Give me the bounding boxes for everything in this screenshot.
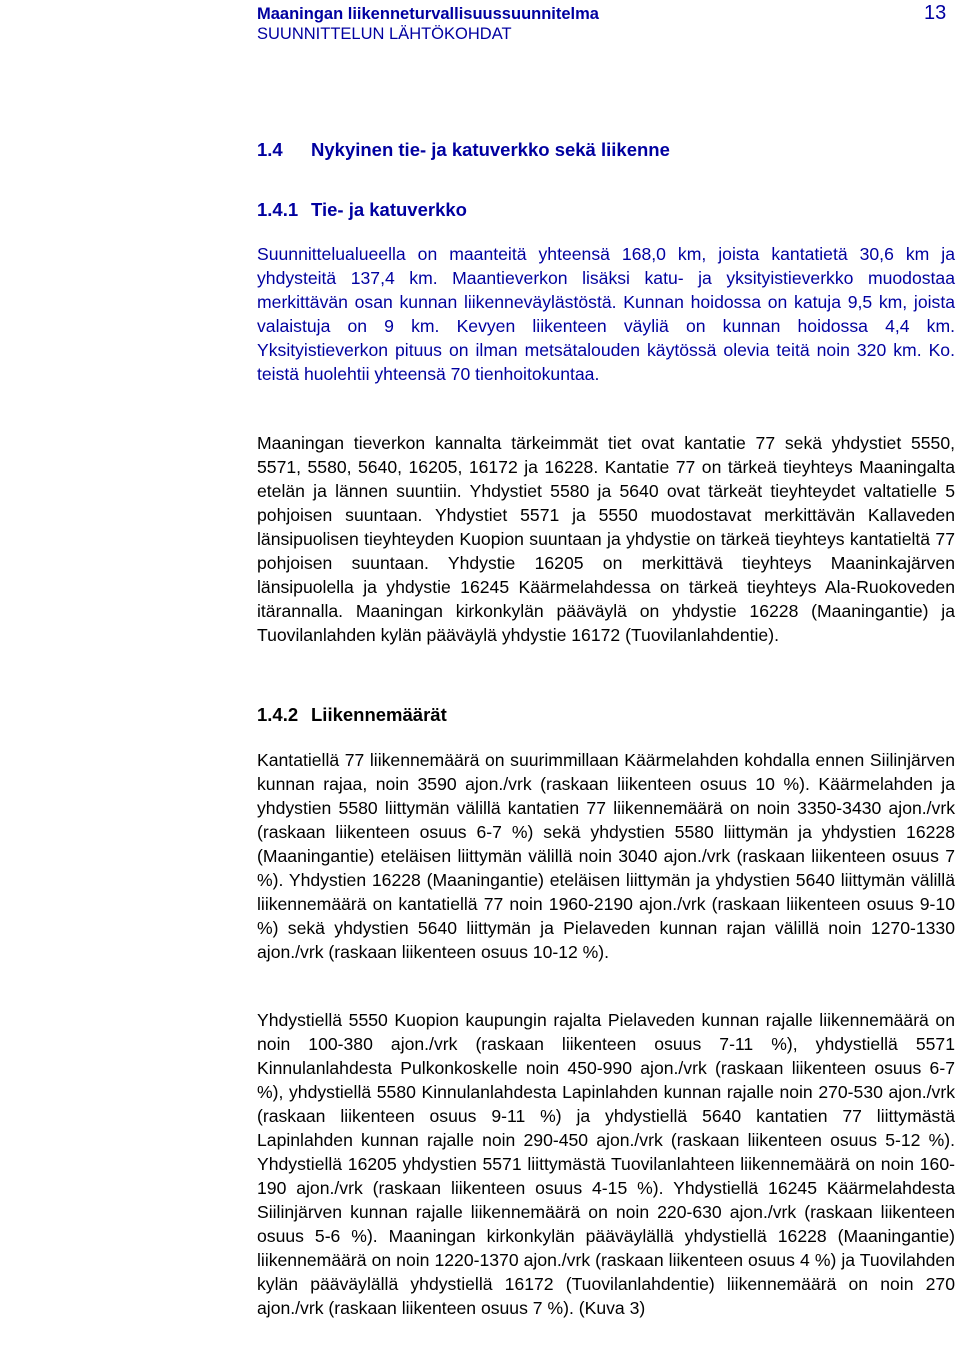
paragraph: Yhdystiellä 5550 Kuopion kaupungin rajalta Pielaveden kunnan rajalle liikennemäärä on noin 100-380 ajon./vrk (raskaan liikenteen osuus 7-11 %), yhdystiellä 5571 Kinnulanlahdesta Pulkonkoskelle noin 450-990 ajon./vrk (raskaan liikenteen osuus 6-7 %), yhdystiellä 5580 Kinnulanlahdesta Lapinlahden kunnan rajalle noin 270-530 ajon./vrk (raskaan liikenteen osuus 9-11 %) ja yhdystiellä 5640 kantatien 77 liittymästä Lapinlahden kunnan rajalle noin 290-450 ajon./vrk (raskaan liikenteen osuus 5-12 %). Yhdystiellä 16205 yhdystien 5571 liittymästä Tuovilanlahteen liikennemäärä on noin 160-190 ajon./vrk (raskaan liikenteen osuus 4-15 %). Yhdystiellä 16245 Käärmelahdesta Siilinjärven kunnan rajalle liikennemäärä on noin 220-630 ajon./vrk (raskaan liikenteen osuus 5-6 %). Maaningan kirkonkylän pääväylällä yhdystiellä 16228 (Maaningantie) liikennemäärä on noin 1220-1370 ajon./vrk (raskaan liikenteen osuus 4 %) ja Tuovilahden kylän pääväylällä yhdystiellä 16172 (Tuovilanlahdentie) liikennemäärä on noin 270 ajon./vrk (raskaan liikenteen osuus 7 %). (Kuva 3) [257, 1010, 955, 1318]
subsection-number: 1.4.2 [257, 704, 299, 725]
paragraph: Kantatiellä 77 liikennemäärä on suurimmillaan Käärmelahden kohdalla ennen Siilinjärven kunnan rajaa, noin 3590 ajon./vrk (raskaan liikenteen osuus 10 %). Käärmelahden ja yhdystien 5580 liittymän välillä kantatien 77 liikennemäärä on noin 3350-3430 ajon./vrk (raskaan liikenteen osuus 6-7 %) sekä yhdystien 5580 liittymän ja yhdystien 16228 (Maaningantie) eteläisen liittymän välillä noin 3040 ajon./vrk (raskaan liikenteen osuus 7 %). Yhdystien 16228 (Maaningantie) eteläisen liittymän ja yhdystien 5640 liittymän välillä liikennemäärä on kantatiellä 77 noin 1960-2190 ajon./vrk (raskaan liikenteen osuus 9-10 %) sekä yhdystien 5640 liittymän ja Pielaveden kunnan rajan välillä noin 1270-1330 ajon./vrk (raskaan liikenteen osuus 10-12 %). [257, 750, 955, 962]
section-number: 1.4 [257, 139, 283, 160]
subsection-title: Tie- ja katuverkko [311, 199, 467, 220]
page-header [257, 4, 957, 44]
page-number: 13 [924, 2, 947, 24]
paragraph: Suunnittelualueella on maanteitä yhteensä 168,0 km, joista kantatietä 30,6 km ja yhdysteitä 137,4 km. Maantieverkon lisäksi katu- ja yksityistieverkko muodostaa merkittävän osan kunnan liikenneväylästöstä. Kunnan hoidossa on katuja 9,5 km, joista valaistuja on 9 km. Kevyen liikenteen väyliä on kunnan hoidossa 4,4 km. Yksityistieverkon pituus on ilman metsätalouden käytössä olevia teitä noin 320 km. Ko. teistä huolehtii yhteensä 70 tienhoitokuntaa. [257, 244, 955, 384]
section-heading [257, 139, 670, 161]
subsection-number: 1.4.1 [257, 199, 299, 220]
document-title: Maaningan liikenneturvallisuussuunnitelma [257, 5, 599, 23]
section-title: Nykyinen tie- ja katuverkko sekä liikenne [311, 139, 670, 160]
document-subtitle: SUUNNITTELUN LÄHTÖKOHDAT [257, 25, 512, 43]
subsection-heading [257, 199, 467, 221]
subsection-heading [257, 704, 447, 726]
paragraph: Maaningan tieverkon kannalta tärkeimmät tiet ovat kantatie 77 sekä yhdystiet 5550, 5571, 5580, 5640, 16205, 16172 ja 16228. Kantatie 77 on tärkeä tieyhteys Maaningalta etelän ja lännen suuntiin. Yhdystiet 5580 ja 5640 ovat tärkeät tieyhteydet valtatielle 5 pohjoisen suuntaan. Yhdystiet 5571 ja 5550 muodostavat merkittävän Kallaveden länsipuolisen tieyhteyden Kuopion suuntaan ja yhdystie on tärkeä tieyhteys kantatieltä 77 pohjoisen suuntaan. Yhdystie 16205 on merkittävä tieyhteys Maaninkajärven länsipuolella ja yhdystie 16245 Käärmelahdessa on tärkeä tieyhteys Ala-Ruokoveden itärannalla. Maaningan kirkonkylän pääväylä on yhdystie 16228 (Maaningantie) ja Tuovilanlahden kylän pääväylä yhdystie 16172 (Tuovilanlahdentie). [257, 433, 955, 645]
subsection-title: Liikennemäärät [311, 704, 447, 725]
